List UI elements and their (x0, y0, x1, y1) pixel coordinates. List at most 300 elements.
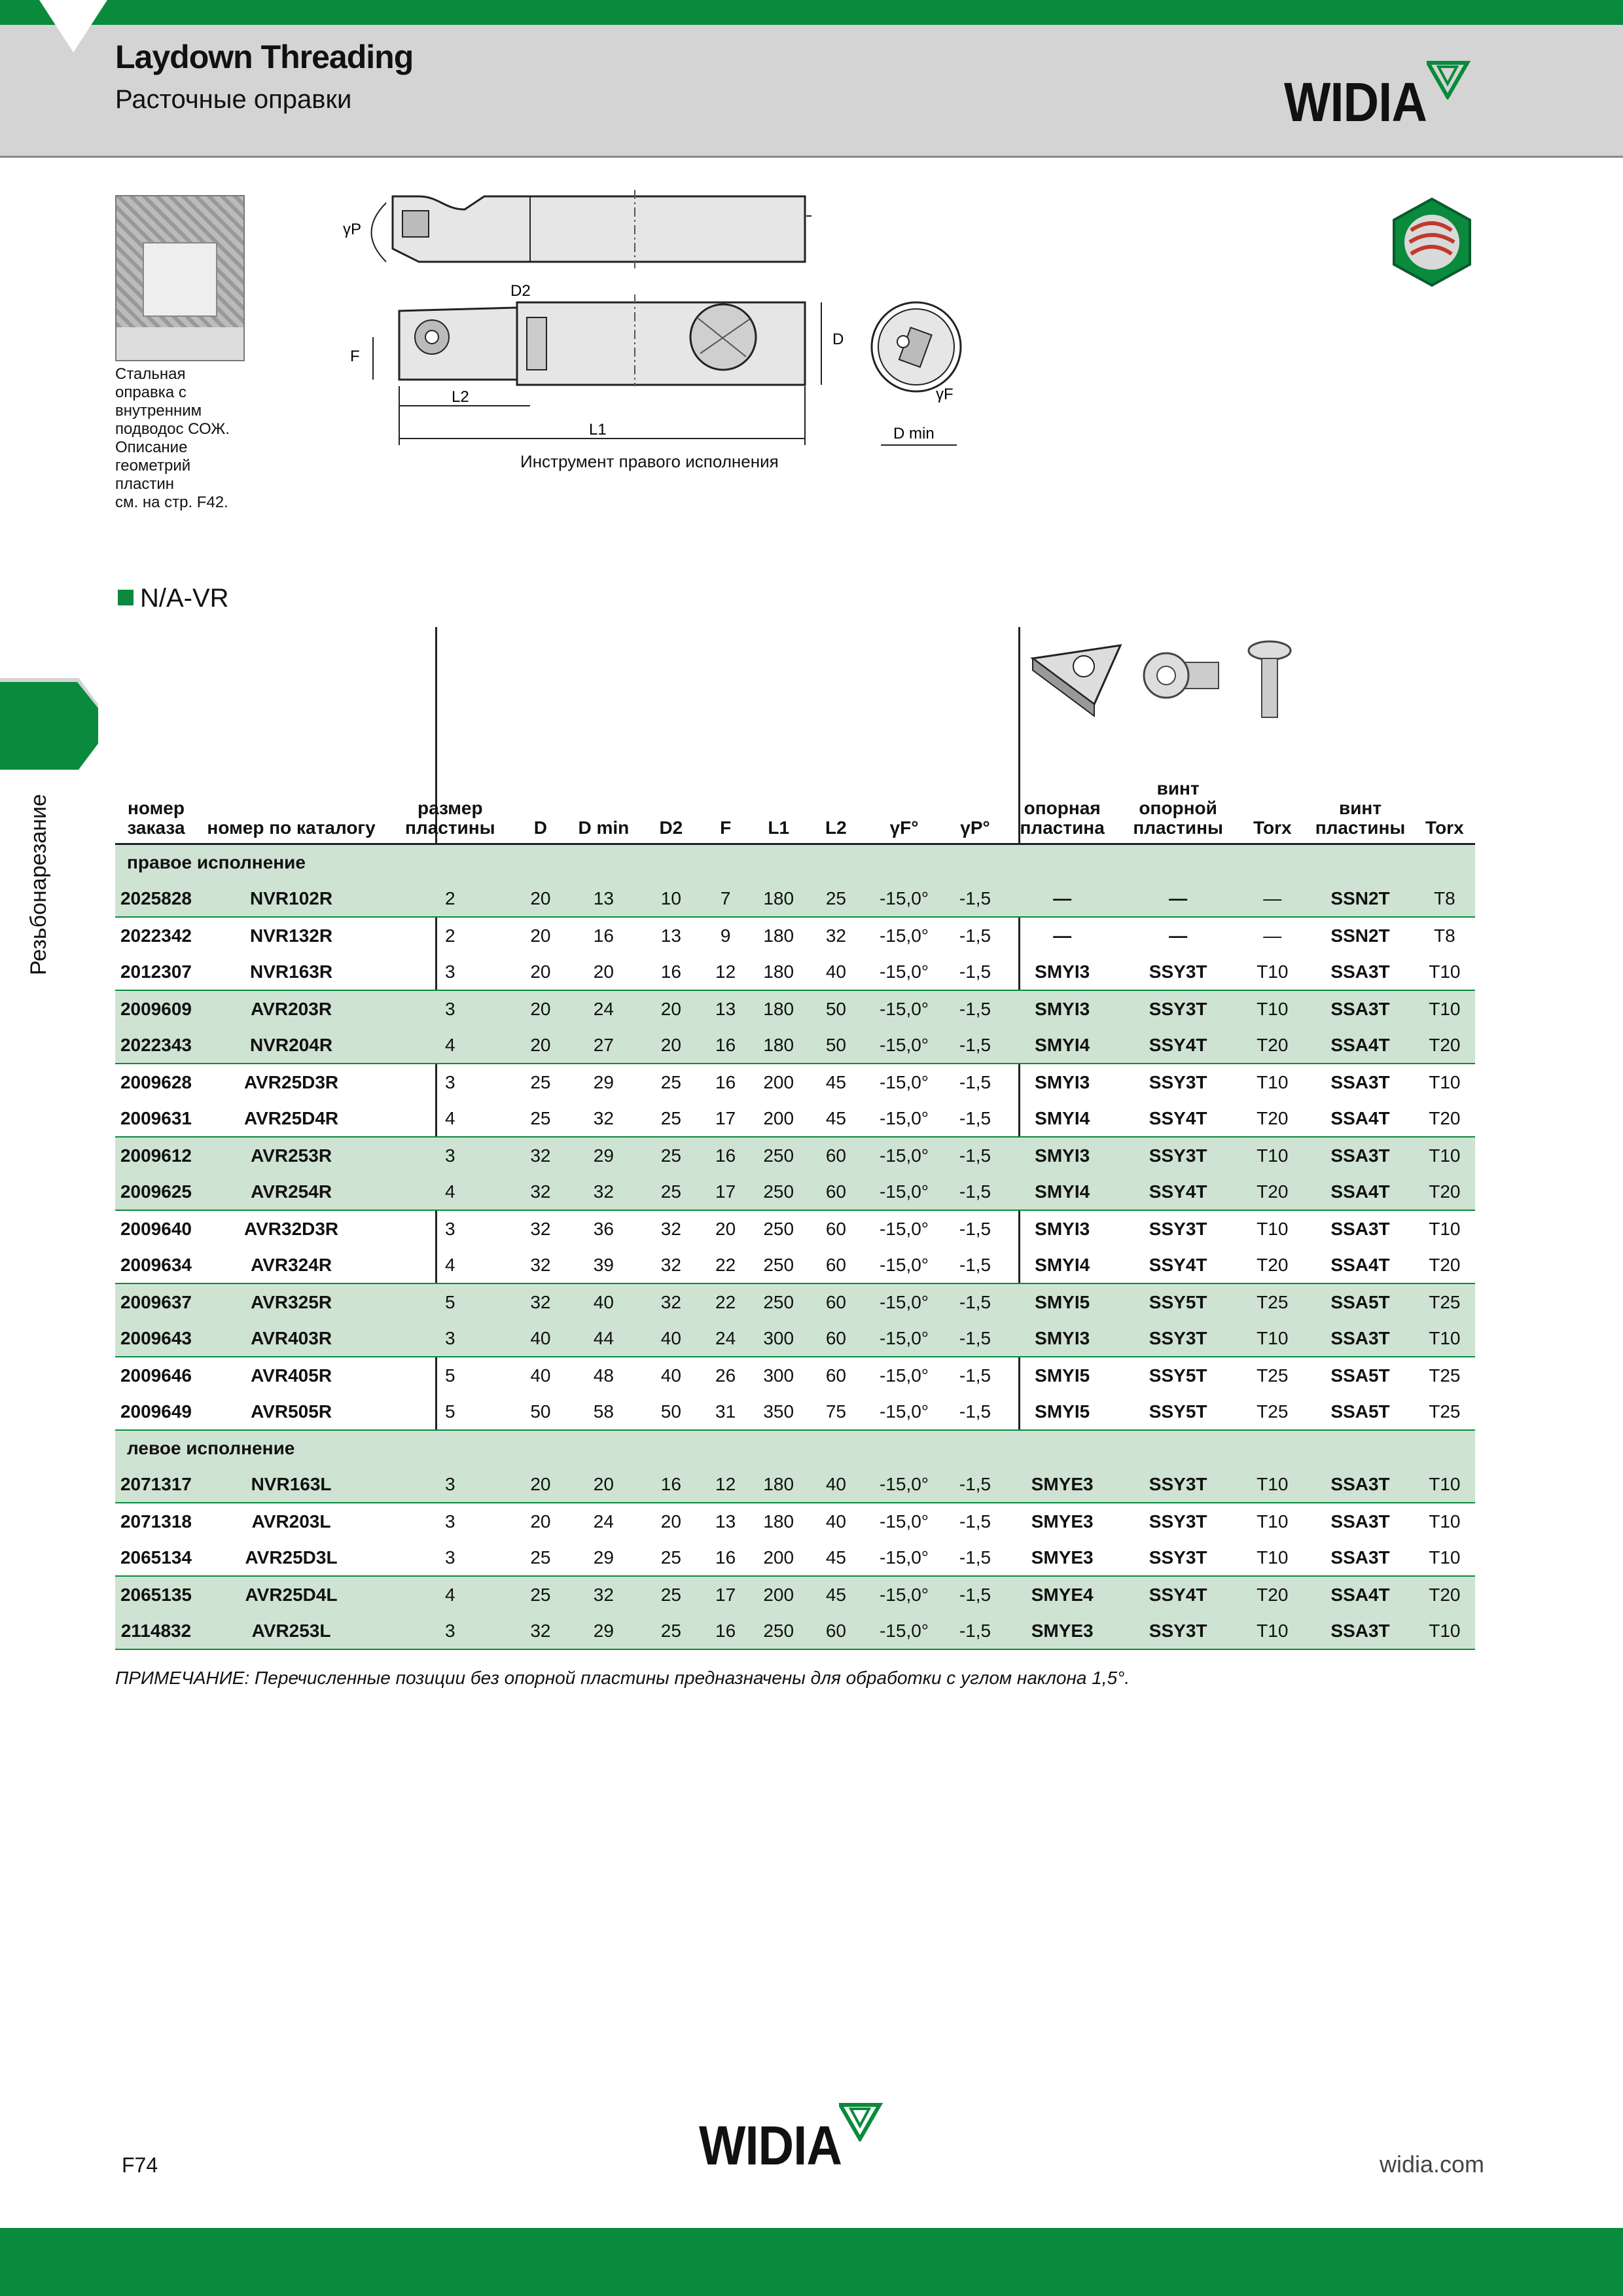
table-cell: T10 (1429, 1511, 1461, 1532)
table-cell: T10 (1414, 1320, 1475, 1357)
table-cell: 2009637 (115, 1283, 197, 1320)
table-cell: 3 (385, 1613, 514, 1649)
table-cell: 32 (566, 1174, 641, 1210)
table-cell: -15,0° (865, 1466, 944, 1503)
col-header: γP° (944, 779, 1007, 844)
table-cell: 5 (385, 1393, 514, 1430)
table-cell: T10 (1414, 1137, 1475, 1174)
table-cell: 24 (566, 990, 641, 1027)
col-header: винт опорной пластины (1118, 779, 1238, 844)
table-cell: SSY3T (1149, 1071, 1207, 1092)
table-cell: 20 (641, 990, 701, 1027)
table-row (115, 1027, 1475, 1064)
table-cell: -1,5 (959, 1218, 991, 1239)
website-link[interactable]: widia.com (1380, 2151, 1485, 2178)
table-cell: 32 (641, 1283, 701, 1320)
table-cell: 4 (385, 1027, 514, 1064)
table-cell: 2009625 (115, 1174, 197, 1210)
table-cell: T10 (1429, 1218, 1461, 1239)
table-cell: AVR25D3R (243, 1071, 339, 1092)
table-cell: 50 (808, 1027, 865, 1064)
table-cell: 13 (701, 990, 750, 1027)
table-cell: AVR405R (251, 1365, 332, 1386)
table-cell: AVR254R (197, 1174, 385, 1210)
table-cell: 4 (385, 1247, 514, 1283)
table-row (115, 1064, 1475, 1100)
table-cell: T10 (1414, 1466, 1475, 1503)
table-cell: 20 (641, 1027, 701, 1064)
table-cell: SMYE3 (1007, 1539, 1118, 1576)
group-label: левое исполнение (115, 1430, 1475, 1466)
table-cell: -1,5 (944, 880, 1007, 917)
table-cell: T20 (1414, 1247, 1475, 1283)
table-cell: 27 (566, 1027, 641, 1064)
table-cell: 17 (701, 1174, 750, 1210)
table-cell: SMYI5 (1007, 1393, 1118, 1430)
table-cell: AVR25D3L (197, 1539, 385, 1576)
table-cell: 40 (660, 1365, 681, 1386)
table-cell: -15,0° (879, 1218, 929, 1239)
table-cell: -1,5 (959, 1071, 991, 1092)
table-cell: T10 (1238, 1539, 1306, 1576)
table-cell: 3 (385, 1320, 514, 1357)
table-cell: SSA3T (1306, 1466, 1414, 1503)
table-cell: AVR25D4L (197, 1576, 385, 1613)
table-cell: AVR203R (197, 990, 385, 1027)
table-cell: 12 (701, 1466, 750, 1503)
table-cell: -1,5 (944, 1539, 1007, 1576)
table-cell: 3 (445, 1071, 455, 1092)
table-cell: -15,0° (865, 1137, 944, 1174)
table-cell: 22 (701, 1247, 750, 1283)
table-cell: — (1263, 925, 1282, 946)
table-cell: 3 (385, 1137, 514, 1174)
table-cell: 25 (641, 1174, 701, 1210)
table-cell: 25 (641, 1137, 701, 1174)
table-cell: SSY3T (1118, 1320, 1238, 1357)
table-cell: T10 (1238, 990, 1306, 1027)
table-cell: 4 (385, 1174, 514, 1210)
table-cell: 2009631 (115, 1100, 197, 1137)
table-cell: 60 (825, 1365, 846, 1386)
table-cell: 3 (385, 1539, 514, 1576)
table-cell: SMYE3 (1007, 1466, 1118, 1503)
table-cell: T20 (1238, 1576, 1306, 1613)
shim-screw-icon (1140, 648, 1225, 707)
table-cell: 5 (385, 1283, 514, 1320)
widia-logo: WIDIA (1284, 71, 1427, 133)
table-cell: 2009628 (120, 1071, 192, 1092)
dim-label-gp: γP (343, 221, 362, 238)
table-cell: SSA4T (1306, 1576, 1414, 1613)
table-cell: -1,5 (959, 925, 991, 946)
table-cell: 3 (445, 1511, 455, 1532)
table-cell: 2009612 (115, 1137, 197, 1174)
table-cell: 29 (566, 1539, 641, 1576)
table-cell: 4 (385, 1576, 514, 1613)
table-cell: 32 (641, 1247, 701, 1283)
table-cell: 20 (514, 1466, 566, 1503)
table-cell: T25 (1257, 1365, 1289, 1386)
table-cell: 25 (514, 1539, 566, 1576)
table-cell: -15,0° (865, 1027, 944, 1064)
table-cell: T8 (1434, 925, 1455, 946)
table-cell: SSY3T (1149, 1511, 1207, 1532)
table-cell: T20 (1238, 1174, 1306, 1210)
table-cell: SSA3T (1306, 1320, 1414, 1357)
table-cell: 40 (808, 954, 865, 990)
table-cell: 13 (566, 880, 641, 917)
table-cell: SMYE3 (1007, 1613, 1118, 1649)
table-cell: T10 (1257, 1218, 1289, 1239)
table-cell: 50 (808, 990, 865, 1027)
table-cell: NVR204R (197, 1027, 385, 1064)
table-row (115, 1393, 1475, 1430)
table-cell: 20 (514, 880, 566, 917)
table-cell: SSA4T (1306, 1247, 1414, 1283)
table-cell: SMYI4 (1007, 1027, 1118, 1064)
table-cell: 50 (641, 1393, 701, 1430)
table-cell: 180 (750, 990, 808, 1027)
table-cell: 50 (514, 1393, 566, 1430)
table-cell: SSY5T (1118, 1283, 1238, 1320)
table-cell: 7 (701, 880, 750, 917)
group-header-row (115, 844, 1475, 881)
col-header: D (514, 779, 566, 844)
table-cell: 300 (763, 1365, 794, 1386)
table-cell: SSA4T (1306, 1027, 1414, 1064)
table-cell: 32 (566, 1576, 641, 1613)
table-cell: T20 (1238, 1100, 1306, 1137)
table-cell: 300 (750, 1320, 808, 1357)
table-cell: 26 (715, 1365, 736, 1386)
table-cell: 40 (825, 1511, 846, 1532)
col-header: Torx (1414, 779, 1475, 844)
table-cell: -1,5 (944, 1576, 1007, 1613)
table-cell: SSA3T (1330, 1071, 1390, 1092)
table-cell: SMYE4 (1007, 1576, 1118, 1613)
table-cell: -15,0° (865, 954, 944, 990)
table-cell: — (1007, 880, 1118, 917)
col-header: D2 (641, 779, 701, 844)
table-cell: 32 (514, 1247, 566, 1283)
table-cell: -1,5 (944, 1174, 1007, 1210)
table-cell: 32 (514, 1137, 566, 1174)
table-cell: 2065135 (115, 1576, 197, 1613)
table-cell: -1,5 (944, 954, 1007, 990)
table-cell: 200 (750, 1576, 808, 1613)
table-cell: SMYI4 (1007, 1247, 1118, 1283)
table-cell: SMYI3 (1035, 1071, 1090, 1092)
table-cell: SSN2T (1330, 925, 1390, 946)
table-cell: 9 (720, 925, 731, 946)
table-cell: SSA3T (1330, 1511, 1390, 1532)
table-cell: -15,0° (879, 925, 929, 946)
table-cell: SMYI3 (1007, 1137, 1118, 1174)
table-cell: AVR325R (197, 1283, 385, 1320)
table-cell: T10 (1429, 1071, 1461, 1092)
table-cell: 2114832 (115, 1613, 197, 1649)
page-title: Laydown Threading (115, 39, 414, 75)
table-cell: SSA3T (1306, 990, 1414, 1027)
table-cell: 45 (808, 1539, 865, 1576)
bottom-green-bar (0, 2228, 1623, 2296)
table-cell: -1,5 (959, 1365, 991, 1386)
table-cell: T10 (1238, 1466, 1306, 1503)
table-cell: T10 (1238, 1613, 1306, 1649)
col-header: L1 (750, 779, 808, 844)
table-cell: SSA3T (1306, 1613, 1414, 1649)
table-cell: SSA5T (1330, 1365, 1390, 1386)
table-header-row (115, 779, 1475, 844)
dim-label-d: D (832, 331, 844, 348)
table-cell: -1,5 (944, 1100, 1007, 1137)
footer-logo-mark-icon (839, 2102, 885, 2142)
table-cell: SSY5T (1118, 1393, 1238, 1430)
dim-label-d2: D2 (510, 282, 531, 300)
table-cell: 20 (530, 925, 551, 946)
table-cell: 24 (701, 1320, 750, 1357)
table-cell: 20 (660, 1511, 681, 1532)
col-header: F (701, 779, 750, 844)
table-cell: AVR253L (197, 1613, 385, 1649)
table-cell: SSA3T (1306, 954, 1414, 990)
table-row (115, 880, 1475, 917)
col-header: размер пластины (385, 779, 514, 844)
table-cell: -15,0° (865, 1320, 944, 1357)
col-header: D min (566, 779, 641, 844)
table-cell: -15,0° (879, 1365, 929, 1386)
table-cell: 4 (385, 1100, 514, 1137)
table-cell: 60 (808, 1174, 865, 1210)
table-cell: NVR102R (197, 880, 385, 917)
table-cell: SSY3T (1118, 990, 1238, 1027)
table-row (115, 1320, 1475, 1357)
table-cell: 60 (808, 1283, 865, 1320)
table-cell: -1,5 (944, 1613, 1007, 1649)
table-cell: SSY3T (1118, 1539, 1238, 1576)
table-cell: NVR163R (197, 954, 385, 990)
table-cell: T25 (1429, 1365, 1461, 1386)
table-cell: -1,5 (944, 1393, 1007, 1430)
table-row (115, 1137, 1475, 1174)
section-title: N/A-VR (140, 584, 229, 613)
table-cell: T10 (1414, 1539, 1475, 1576)
table-cell: -15,0° (865, 1613, 944, 1649)
thread-application-icon (1386, 196, 1478, 288)
table-cell: -15,0° (865, 1393, 944, 1430)
table-cell: 180 (763, 1511, 794, 1532)
table-cell: 16 (715, 1071, 736, 1092)
side-tab-shape (0, 678, 98, 770)
table-cell: SSA3T (1306, 1539, 1414, 1576)
table-cell: 36 (593, 1218, 614, 1239)
table-cell: 20 (715, 1218, 736, 1239)
table-cell: 180 (763, 925, 794, 946)
table-cell: 17 (701, 1100, 750, 1137)
table-row (115, 1357, 1475, 1393)
table-cell: SSY3T (1118, 1466, 1238, 1503)
table-cell: — (1118, 880, 1238, 917)
table-cell: SSY4T (1118, 1247, 1238, 1283)
table-cell: T8 (1414, 880, 1475, 917)
table-cell: 25 (641, 1539, 701, 1576)
table-cell: SSY4T (1118, 1027, 1238, 1064)
table-cell: SSA3T (1330, 1218, 1390, 1239)
col-header: Torx (1238, 779, 1306, 844)
table-cell: 20 (566, 1466, 641, 1503)
table-cell: T20 (1238, 1027, 1306, 1064)
table-row (115, 990, 1475, 1027)
table-cell: SSY3T (1118, 1137, 1238, 1174)
table-cell: 40 (641, 1320, 701, 1357)
table-cell: SSY3T (1118, 954, 1238, 990)
table-cell: 20 (566, 954, 641, 990)
table-cell: 13 (660, 925, 681, 946)
table-cell: -1,5 (944, 990, 1007, 1027)
table-row (115, 1247, 1475, 1283)
table-cell: 250 (750, 1137, 808, 1174)
table-cell: -1,5 (944, 1137, 1007, 1174)
table-cell: -15,0° (879, 1071, 929, 1092)
table-cell: T20 (1414, 1027, 1475, 1064)
table-cell: T20 (1414, 1174, 1475, 1210)
table-cell: SSA3T (1306, 1137, 1414, 1174)
table-cell: T10 (1238, 1320, 1306, 1357)
table-cell: SSN2T (1306, 880, 1414, 917)
table-cell: NVR163L (197, 1466, 385, 1503)
table-row (115, 1283, 1475, 1320)
table-cell: 20 (530, 1511, 551, 1532)
table-cell: — (1053, 925, 1072, 946)
table-cell: 25 (641, 1613, 701, 1649)
table-cell: 2 (385, 880, 514, 917)
table-cell: 45 (825, 1071, 846, 1092)
table-cell: SSA4T (1306, 1174, 1414, 1210)
table-cell: AVR253R (197, 1137, 385, 1174)
table-cell: 40 (514, 1320, 566, 1357)
dim-label-l2: L2 (452, 388, 469, 406)
table-cell: 39 (566, 1247, 641, 1283)
table-cell: -15,0° (865, 1539, 944, 1576)
table-cell: -15,0° (865, 990, 944, 1027)
table-cell: 44 (566, 1320, 641, 1357)
table-cell: SSY4T (1118, 1576, 1238, 1613)
table-cell: 48 (593, 1365, 614, 1386)
table-cell: 3 (385, 954, 514, 990)
table-cell: 25 (808, 880, 865, 917)
table-cell: 40 (808, 1466, 865, 1503)
table-cell: 20 (514, 1027, 566, 1064)
table-cell: -15,0° (865, 1100, 944, 1137)
table-cell: 12 (701, 954, 750, 990)
table-cell: -15,0° (865, 1174, 944, 1210)
table-cell: 32 (530, 1218, 551, 1239)
table-row (115, 1210, 1475, 1247)
table-cell: -1,5 (959, 1511, 991, 1532)
page-subtitle: Расточные оправки (115, 85, 352, 114)
table-cell: 25 (641, 1100, 701, 1137)
table-row (115, 1503, 1475, 1539)
col-header: номер по каталогу (197, 779, 385, 844)
section-marker (118, 590, 134, 605)
table-cell: T25 (1414, 1283, 1475, 1320)
table-cell: AVR324R (197, 1247, 385, 1283)
table-cell: 250 (750, 1283, 808, 1320)
table-cell: 40 (530, 1365, 551, 1386)
table-cell: 60 (825, 1218, 846, 1239)
table-cell: 2071318 (120, 1511, 192, 1532)
corner-notch (39, 0, 107, 52)
table-cell: 16 (641, 954, 701, 990)
page-number: F74 (122, 2153, 158, 2177)
table-cell: 32 (566, 1100, 641, 1137)
table-cell: 25 (641, 1576, 701, 1613)
table-cell: -1,5 (944, 1247, 1007, 1283)
table-cell: 25 (530, 1071, 551, 1092)
table-cell: 32 (514, 1174, 566, 1210)
dim-label-gf: γF (936, 386, 954, 403)
table-cell: 16 (641, 1466, 701, 1503)
table-cell: SMYI3 (1035, 1218, 1090, 1239)
table-cell: SSY3T (1149, 1218, 1207, 1239)
table-cell: — (1238, 880, 1306, 917)
table-cell: T10 (1238, 954, 1306, 990)
table-row (115, 954, 1475, 990)
table-cell: 31 (701, 1393, 750, 1430)
table-cell: 3 (385, 990, 514, 1027)
table-row (115, 1576, 1475, 1613)
shim-icon (1029, 639, 1127, 717)
table-cell: 22 (701, 1283, 750, 1320)
table-cell: 250 (763, 1218, 794, 1239)
table-row (115, 1466, 1475, 1503)
table-cell: 3 (385, 1466, 514, 1503)
table-cell: 180 (750, 1027, 808, 1064)
table-cell: SSY5T (1149, 1365, 1207, 1386)
table-cell: SMYI3 (1007, 1320, 1118, 1357)
table-cell: 3 (445, 1218, 455, 1239)
table-cell: 60 (808, 1613, 865, 1649)
table-row (115, 1174, 1475, 1210)
table-cell: SMYI3 (1007, 954, 1118, 990)
table-cell: 2009634 (115, 1247, 197, 1283)
table-cell: SSA4T (1306, 1100, 1414, 1137)
table-cell: T10 (1414, 1613, 1475, 1649)
table-cell: 32 (660, 1218, 681, 1239)
table-cell: AVR505R (197, 1393, 385, 1430)
insert-screw-icon (1245, 639, 1297, 724)
table-cell: T10 (1414, 990, 1475, 1027)
table-cell: 2009640 (120, 1218, 192, 1239)
table-cell: T20 (1238, 1247, 1306, 1283)
table-cell: T10 (1238, 1137, 1306, 1174)
table-cell: 29 (566, 1137, 641, 1174)
table-cell: AVR403R (197, 1320, 385, 1357)
col-header: L2 (808, 779, 865, 844)
table-cell: 29 (566, 1613, 641, 1649)
table-cell: SSA5T (1306, 1393, 1414, 1430)
table-cell: AVR203L (251, 1511, 331, 1532)
table-cell: 32 (514, 1283, 566, 1320)
table-cell: -15,0° (865, 1247, 944, 1283)
table-cell: -1,5 (944, 1283, 1007, 1320)
table-cell: 200 (750, 1100, 808, 1137)
table-cell: 2012307 (115, 954, 197, 990)
table-row (115, 1100, 1475, 1137)
table-cell: 180 (750, 954, 808, 990)
table-cell: 2071317 (115, 1466, 197, 1503)
